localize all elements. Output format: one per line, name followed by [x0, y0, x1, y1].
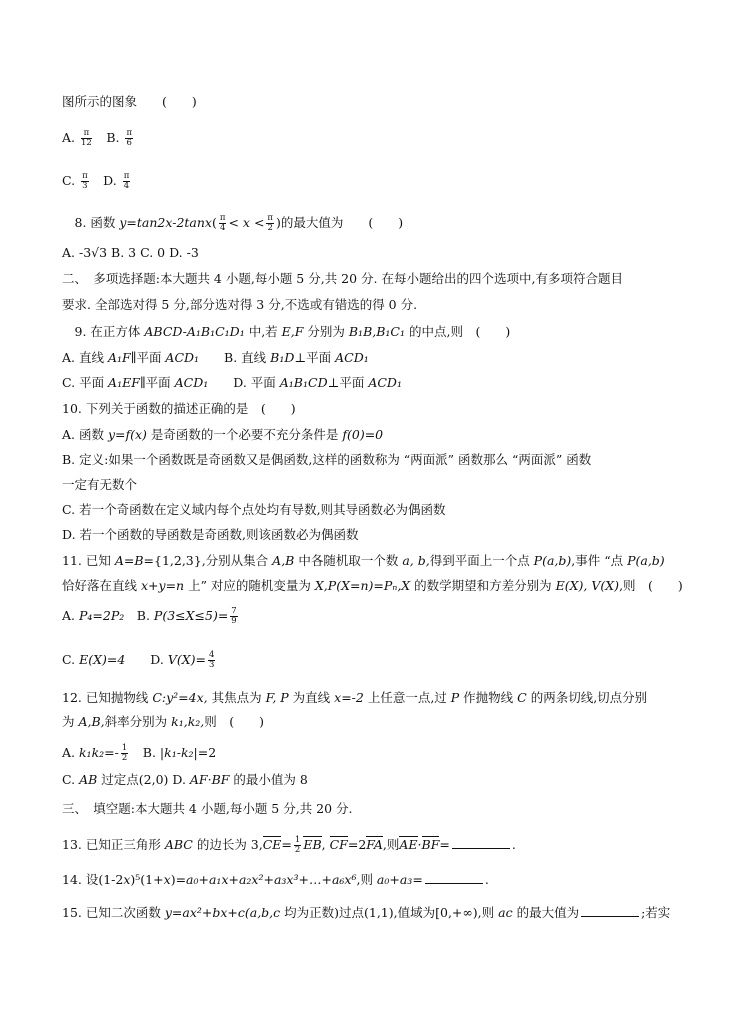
text-line-l7: [62, 297, 677, 313]
text: 上” 对应的随机变量为: [184, 578, 315, 593]
text: D.: [90, 173, 121, 188]
math-text: x+y=n: [140, 578, 185, 593]
answer-blank: [452, 847, 510, 849]
fraction: [219, 214, 227, 233]
text-line-l24: [62, 772, 677, 788]
fraction: [230, 607, 237, 626]
text: C.: [62, 652, 80, 667]
text: )的最大值为 ( ): [276, 215, 404, 230]
text: ⊥平面: [294, 350, 336, 365]
vector-symbol: EB: [303, 837, 322, 852]
fraction-numerator: π: [219, 213, 226, 223]
math-text: E(X), V(X): [555, 578, 620, 593]
text: 作抛物线: [459, 690, 518, 705]
text: )⁵(1+: [130, 872, 164, 887]
text: A.: [62, 608, 79, 623]
text: A. 函数: [62, 427, 108, 442]
math-text: ACD₁: [335, 350, 369, 365]
text: 中各随机取一个数: [294, 553, 403, 568]
fraction-denominator: 4: [219, 223, 226, 233]
fraction-denominator: 4: [123, 181, 130, 191]
text: 15. 已知二次函数: [62, 905, 165, 920]
text: 其焦点为: [207, 690, 266, 705]
text: =: [412, 872, 423, 887]
math-text: X,P(X=n)=Pₙ,X: [314, 578, 411, 593]
fraction: [81, 129, 92, 148]
text: 得到平面上一个点: [429, 553, 534, 568]
text: A. -3√3 B. 3 C. 0 D. -3: [62, 245, 199, 260]
vector-symbol: CF: [329, 837, 348, 852]
math-text: P(a,b): [533, 553, 572, 568]
fraction-numerator: 1: [121, 743, 128, 753]
math-text: A,B,: [78, 714, 105, 729]
math-text: ABCD-A₁B₁C₁D₁: [144, 324, 245, 339]
text-line-l13: [62, 452, 677, 468]
math-text: a₀+a₁x+a₂x²+a₃x³+…+a₆x⁶: [186, 872, 357, 887]
fraction-denominator: 9: [231, 616, 237, 626]
fraction-denominator: 2: [121, 753, 128, 763]
text: 分别为: [303, 324, 349, 339]
text: D. 若一个函数的导函数是奇函数,则该函数必为偶函数: [62, 527, 359, 542]
text: ∥平面: [139, 375, 175, 390]
text: 为: [62, 714, 79, 729]
math-text: a, b,: [402, 553, 430, 568]
math-text: ACD₁: [368, 375, 402, 390]
text: {1,2,3},分别从集合: [154, 553, 273, 568]
text-line-l27: [62, 872, 677, 888]
math-text: A,B: [272, 553, 295, 568]
fraction-denominator: 3: [82, 181, 88, 191]
text: (: [211, 215, 217, 230]
text-line-l10: [62, 375, 677, 391]
math-text: V(X)=: [167, 652, 206, 667]
fraction: [123, 172, 131, 191]
text: A.: [62, 745, 79, 760]
text: ,则 ( ): [619, 578, 683, 593]
text-line-l26: [62, 836, 677, 855]
vector-symbol: CE: [262, 837, 282, 852]
text: 中,若: [244, 324, 282, 339]
text: 的数学期望和方差分别为: [410, 578, 556, 593]
text: |=2: [193, 745, 217, 760]
text: =: [439, 837, 450, 852]
text: 则 ( ): [204, 714, 265, 729]
math-text: AF·BF: [189, 772, 230, 787]
text-line-l17: [62, 553, 677, 569]
fraction-numerator: π: [82, 171, 88, 181]
math-text: y=ax²+bx+c(a,b,c: [164, 905, 281, 920]
text-line-l28: [62, 905, 677, 921]
math-text: C: [517, 690, 527, 705]
text: 12. 已知抛物线: [62, 690, 153, 705]
text-line-l2: [62, 129, 677, 148]
fraction: [208, 651, 215, 670]
math-text: x=-2: [334, 690, 364, 705]
fraction-denominator: 6: [126, 138, 132, 148]
math-text: a₀+a₃: [376, 872, 413, 887]
math-text: x: [123, 872, 131, 887]
math-text: A₁EF: [108, 375, 140, 390]
text: ,事件 “点: [571, 553, 628, 568]
fraction-numerator: π: [267, 213, 274, 223]
fraction-numerator: π: [81, 129, 92, 139]
math-text: ABC: [164, 837, 193, 852]
text-line-l14: [62, 477, 677, 493]
text: 要求. 全部选对得 5 分,部分选对得 3 分,不选或有错选的得 0 分.: [62, 297, 418, 312]
fraction-numerator: 4: [208, 650, 215, 660]
fraction: [81, 172, 89, 191]
math-text: B₁D: [270, 350, 295, 365]
text-line-l22: [62, 714, 677, 730]
text: 11. 已知: [62, 553, 115, 568]
text: 的中点,则 ( ): [405, 324, 511, 339]
text: A. 直线: [62, 350, 108, 365]
math-text: k₁k₂=-: [78, 745, 119, 760]
text: D. 平面: [208, 375, 280, 390]
math-text: A=B=: [114, 553, 154, 568]
math-text: k₁,k₂,: [171, 714, 205, 729]
text-line-l21: [62, 690, 677, 706]
math-text: x: [163, 872, 171, 887]
text: 的边长为 3,: [192, 837, 263, 852]
answer-blank: [425, 882, 483, 884]
text: B. 直线: [199, 350, 271, 365]
vector-symbol: AE: [399, 837, 418, 852]
math-text: ACD₁: [174, 375, 209, 390]
fraction-denominator: 2: [294, 845, 301, 855]
math-text: P₄=2P₂: [78, 608, 125, 623]
text: 14. 设(1-2: [62, 872, 124, 887]
text: D.: [125, 652, 168, 667]
text: C.: [62, 772, 80, 787]
text-line-l19: [62, 607, 677, 626]
text: 10. 下列关于函数的描述正确的是 ( ): [62, 401, 296, 416]
math-text: ACD₁: [165, 350, 200, 365]
fraction: [294, 836, 301, 855]
text: ·: [417, 837, 422, 852]
text: 为直线: [288, 690, 335, 705]
text: ;若实: [641, 905, 671, 920]
fraction-numerator: 7: [231, 606, 237, 616]
text: B.: [93, 130, 124, 145]
vector-symbol: FA: [366, 837, 383, 852]
math-text: B₁B,B₁C₁: [348, 324, 406, 339]
math-text: C:y²=4x,: [152, 690, 208, 705]
fraction: [125, 129, 133, 148]
text-line-l3: [62, 172, 677, 191]
text-line-l11: [62, 401, 677, 417]
math-text: y=f(x): [107, 427, 147, 442]
math-text: E,F: [281, 324, 304, 339]
text: B.: [124, 608, 154, 623]
math-text: A₁F: [107, 350, 131, 365]
vector-symbol: BF: [421, 837, 440, 852]
text: 是奇函数的一个必要不充分条件是: [146, 427, 343, 442]
text: 13. 已知正三角形: [62, 837, 165, 852]
math-text: F, P: [265, 690, 289, 705]
text: )=: [170, 872, 187, 887]
text: C. 平面: [62, 375, 109, 390]
text: 均为正数)过点(1,1),值域为[0,+∞),则: [280, 905, 499, 920]
text-line-l18: [62, 578, 683, 594]
answer-blank: [581, 915, 639, 917]
text: =2: [347, 837, 367, 852]
fraction-denominator: 3: [208, 660, 215, 670]
text: ⊥平面: [327, 375, 369, 390]
text: B. |: [130, 745, 165, 760]
text: C.: [62, 173, 80, 188]
text: ∥平面: [130, 350, 166, 365]
text: A.: [62, 130, 79, 145]
math-text: f(0)=0: [342, 427, 384, 442]
text: B. 定义:如果一个函数既是奇函数又是偶函数,这样的函数称为 “两面派” 函数那么 “两面派” 函数: [62, 452, 592, 467]
text-line-l9: [62, 350, 677, 366]
text: 9. 在正方体: [62, 324, 145, 339]
math-text: P(a,b): [627, 553, 665, 568]
text: .: [484, 872, 489, 887]
text: 上任意一点,过: [363, 690, 451, 705]
math-text: P: [450, 690, 460, 705]
text-line-l5: [62, 245, 677, 261]
math-text: AB: [79, 772, 98, 787]
text: C. 若一个奇函数在定义域内每个点处均有导数,则其导函数必为偶函数: [62, 502, 446, 517]
text-line-l1: [62, 94, 677, 110]
fraction-numerator: π: [123, 171, 130, 181]
text-line-l15: [62, 502, 677, 518]
text: 二、 多项选择题:本大题共 4 小题,每小题 5 分,共 20 分. 在每小题给出的四个选项中,有多项符合题目: [62, 271, 623, 286]
text: ,: [321, 837, 330, 852]
text: 一定有无数个: [62, 477, 138, 492]
math-text: y=tan2x-2tanx: [119, 215, 212, 230]
text: 的最小值为 8: [229, 772, 308, 787]
text: ,则: [382, 837, 400, 852]
fraction-numerator: 1: [294, 835, 301, 845]
text-line-l20: [62, 651, 677, 670]
math-text: < x <: [228, 215, 265, 230]
text: ,则: [356, 872, 377, 887]
text: 8. 函数: [62, 215, 120, 230]
text-line-l16: [62, 527, 677, 543]
text: .: [511, 837, 516, 852]
text-line-l23: [62, 744, 677, 763]
fraction-denominator: 12: [80, 138, 92, 148]
fraction-denominator: 2: [267, 223, 273, 233]
text: 斜率分别为: [104, 714, 172, 729]
text: 图所示的图象 ( ): [62, 94, 197, 109]
fraction: [121, 744, 128, 763]
text: 恰好落在直线: [62, 578, 141, 593]
math-text: E(X)=4: [79, 652, 126, 667]
text: 过定点(2,0) D.: [97, 772, 190, 787]
math-text: ac: [498, 905, 513, 920]
fraction: [266, 214, 274, 233]
text: 的最大值为: [512, 905, 580, 920]
fraction-numerator: π: [126, 128, 133, 138]
text-line-l4: [62, 214, 677, 233]
text-line-l8: [62, 324, 677, 340]
text-line-l6: [62, 271, 677, 287]
text: =: [281, 837, 292, 852]
text: 三、 填空题:本大题共 4 小题,每小题 5 分,共 20 分.: [62, 801, 353, 816]
math-text: P(3≤X≤5)=: [153, 608, 229, 623]
text: 的两条切线,切点分别: [526, 690, 648, 705]
math-text: A₁B₁CD: [279, 375, 328, 390]
math-text: k₁-k₂: [164, 745, 194, 760]
text-line-l12: [62, 427, 677, 443]
text-line-l25: [62, 801, 677, 817]
